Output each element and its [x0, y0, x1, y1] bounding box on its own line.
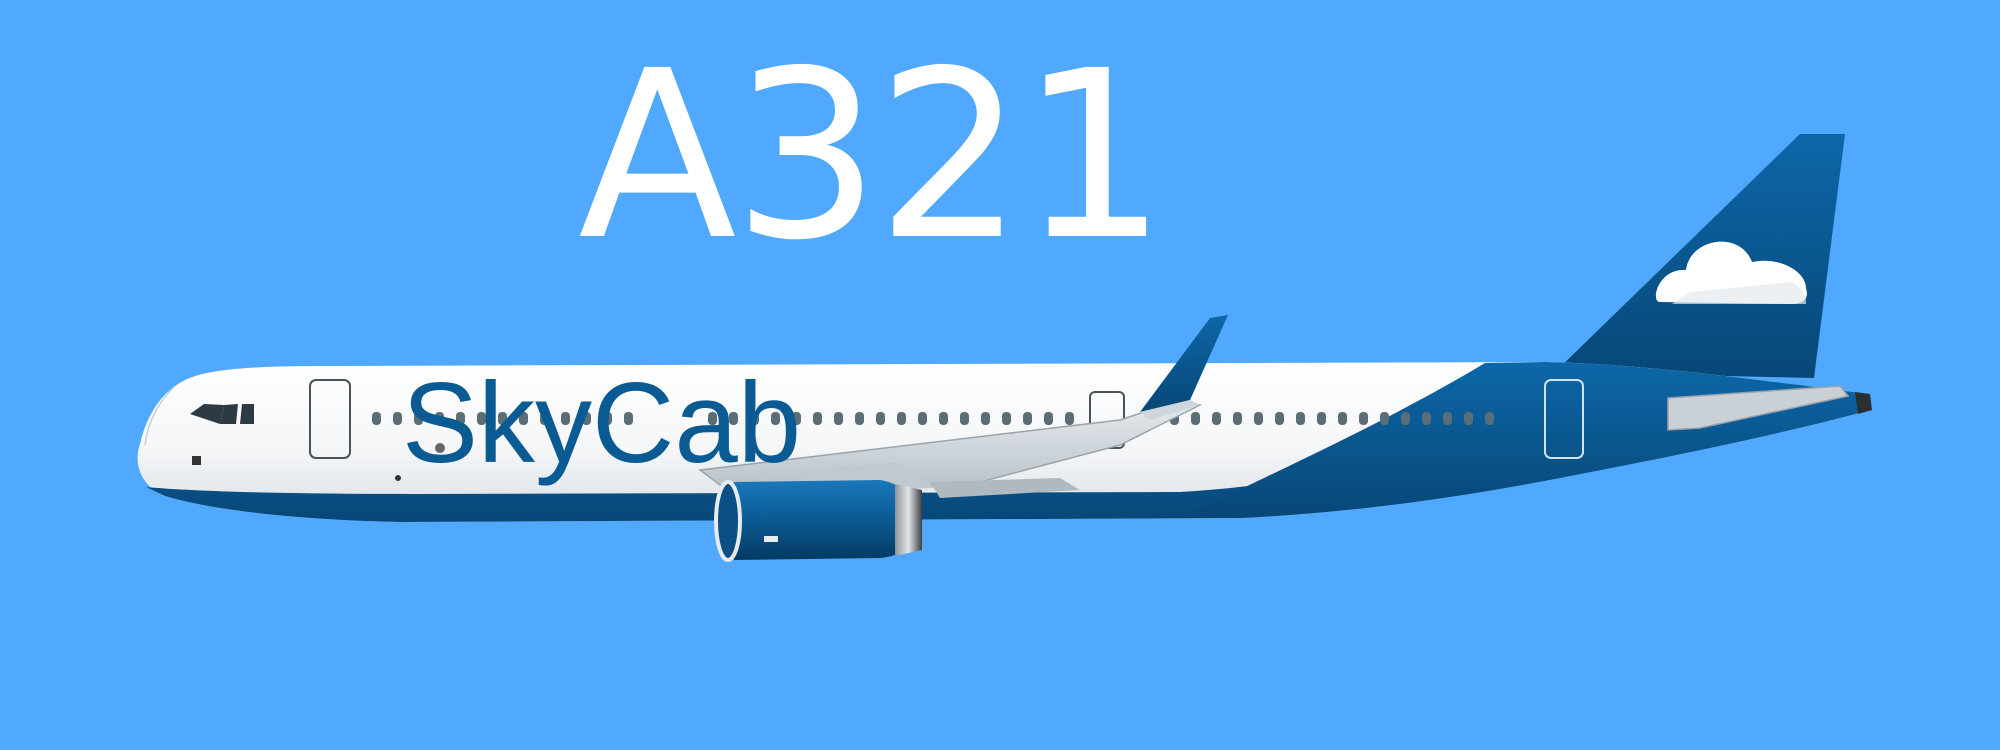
nose-sensor — [192, 456, 201, 465]
cabin-window — [1359, 412, 1368, 425]
cabin-window — [981, 412, 990, 425]
cabin-window — [372, 412, 381, 425]
cabin-window — [1275, 412, 1284, 425]
cabin-window — [1254, 412, 1263, 425]
engine — [716, 480, 922, 560]
cabin-window — [897, 412, 906, 425]
airline-livery-text: SkyCab — [402, 360, 802, 487]
cabin-window — [813, 412, 822, 425]
cabin-window — [918, 412, 927, 425]
cabin-window — [1296, 412, 1305, 425]
cabin-window — [393, 412, 402, 425]
cabin-window — [1443, 412, 1452, 425]
cabin-window — [960, 412, 969, 425]
cabin-window — [1380, 412, 1389, 425]
cabin-window — [855, 412, 864, 425]
cabin-window — [1464, 412, 1473, 425]
cabin-window — [876, 412, 885, 425]
cabin-window — [1338, 412, 1347, 425]
tail-cone — [1855, 392, 1872, 414]
cabin-window — [1485, 412, 1494, 425]
cabin-window — [1191, 412, 1200, 425]
cabin-window — [1044, 412, 1053, 425]
cabin-window — [1002, 412, 1011, 425]
cabin-window — [1422, 412, 1431, 425]
cabin-window — [834, 412, 843, 425]
cabin-window — [939, 412, 948, 425]
cabin-window — [1212, 412, 1221, 425]
cabin-window — [1401, 412, 1410, 425]
cabin-window — [1023, 412, 1032, 425]
antenna — [395, 475, 401, 481]
cabin-window — [1065, 412, 1074, 425]
aircraft-model-title: A321 — [578, 21, 1164, 291]
cabin-window — [1317, 412, 1326, 425]
cabin-window — [1233, 412, 1242, 425]
